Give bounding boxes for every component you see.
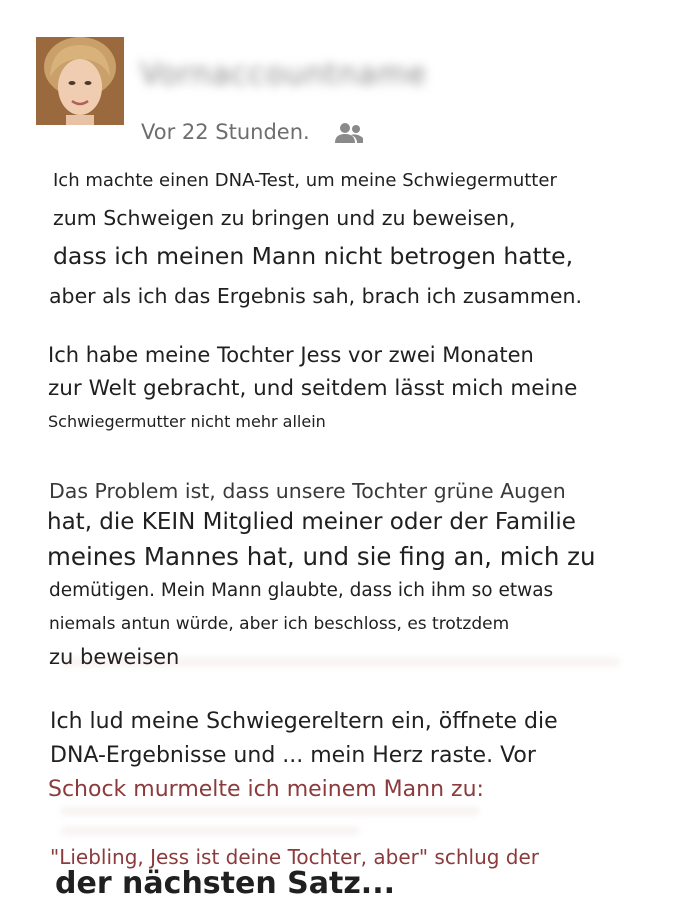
avatar-photo <box>36 37 124 125</box>
text-smudge <box>60 806 480 816</box>
post-text-line-highlight: "Liebling, Jess ist deine Tochter, aber" schlug der <box>50 845 540 869</box>
author-name[interactable]: Vornaccountname <box>140 57 427 92</box>
avatar[interactable] <box>36 37 124 125</box>
post-text-line: hat, die KEIN Mitglied meiner oder der Familie <box>47 509 576 535</box>
post-text-line: meines Mannes hat, und sie fing an, mich zu <box>47 542 596 571</box>
post-text-line: zum Schweigen zu bringen und zu beweisen, <box>53 206 516 230</box>
post-text-line: Schwiegermutter nicht mehr allein <box>48 412 326 431</box>
post-text-cut-line: der nächsten Satz... <box>55 866 395 901</box>
post-text-line: dass ich meinen Mann nicht betrogen hatte, <box>53 242 574 270</box>
post-text-line: aber als ich das Ergebnis sah, brach ich zusammen. <box>49 284 582 308</box>
post-text-line-highlight: Schock murmelte ich meinem Mann zu: <box>48 777 484 802</box>
post-text-line: zur Welt gebracht, und seitdem lässt mich meine <box>48 376 578 401</box>
post-timestamp[interactable]: Vor 22 Stunden. <box>141 120 310 144</box>
post-text-line: Ich lud meine Schwiegereltern ein, öffnete die <box>50 709 558 734</box>
post-text-line: niemals antun würde, aber ich beschloss, es trotzdem <box>49 614 510 634</box>
post-text-line: DNA-Ergebnisse und ... mein Herz raste. Vor <box>50 743 536 768</box>
post-text-line: Ich machte einen DNA-Test, um meine Schwiegermutter <box>53 170 557 191</box>
post-text-line: demütigen. Mein Mann glaubte, dass ich ihm so etwas <box>49 580 554 601</box>
post-text-line: Ich habe meine Tochter Jess vor zwei Monaten <box>48 343 534 367</box>
post-text-line: Das Problem ist, dass unsere Tochter grüne Augen <box>49 479 566 503</box>
text-smudge <box>60 826 360 836</box>
post-text-line: zu beweisen <box>49 645 180 669</box>
friends-icon[interactable] <box>333 120 365 146</box>
text-smudge <box>60 657 620 667</box>
